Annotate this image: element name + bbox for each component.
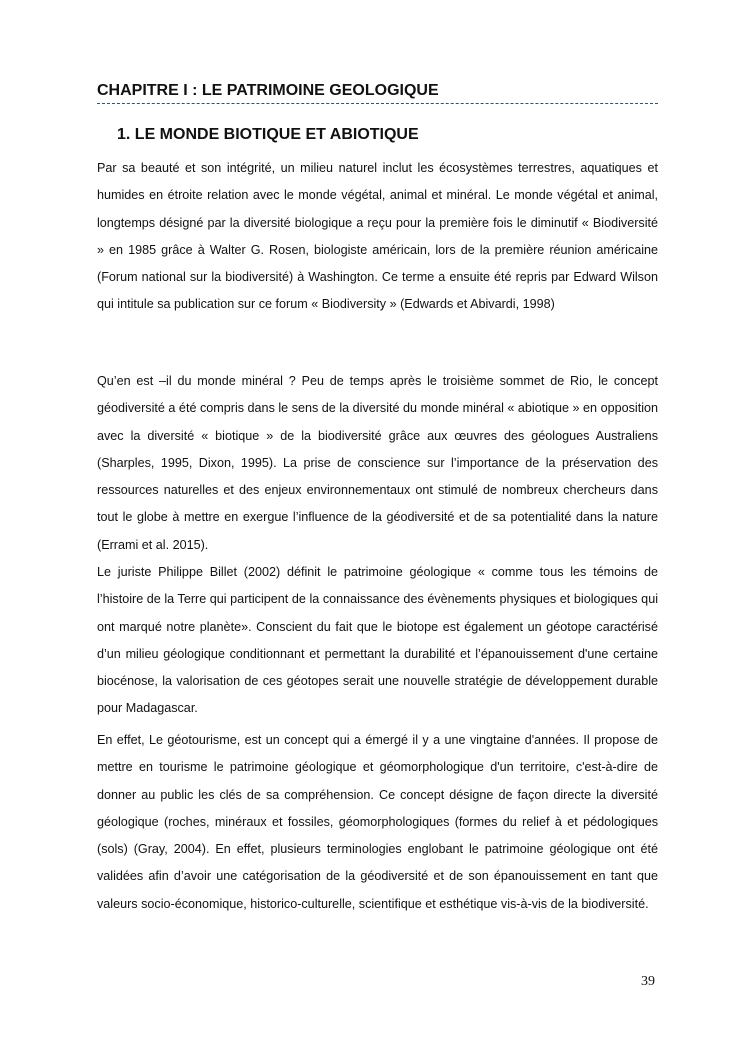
paragraph-geological-heritage: Le juriste Philippe Billet (2002) définit le patrimoine géologique « comme tous les témoins de l’histoire de la Terre qui participent de la connaissance des évènements physiques et biologiques qui ont marqué notre planète». Conscient du fait que le biotope est également un géotope caractérisé d’un milieu géologique conditionnant et permettant la durabilité et l’épanouissement d'une certaine biocénose, la valorisation de ces géotopes serait une nouvelle stratégie de développement durable pour Madagascar.: [97, 565, 658, 716]
section-title: 1. LE MONDE BIOTIQUE ET ABIOTIQUE: [117, 126, 419, 143]
chapter-title: CHAPITRE I : LE PATRIMOINE GEOLOGIQUE: [97, 80, 658, 104]
page-number: 39: [641, 974, 655, 989]
paragraph-geodiversity: Qu’en est –il du monde minéral ? Peu de temps après le troisième sommet de Rio, le concept géodiversité a été compris dans le sens de la diversité du monde minéral « abiotique » en opposition avec la diversité « biotique » de la biodiversité grâce aux œuvres des géologues Australiens (Sharples, 1995, Dixon, 1995). La prise de conscience sur l’importance de la préservation des ressources naturelles et des enjeux environnementaux ont stimulé de nombreux chercheurs dans tout le globe à mettre en exergue l’influence de la géodiversité et de sa potentialité dans la nature (Errami et al. 2015).: [97, 374, 658, 552]
paragraph-biodiversity: Par sa beauté et son intégrité, un milieu naturel inclut les écosystèmes terrestres, aquatiques et humides en étroite relation avec le monde végétal, animal et minéral. Le monde végétal et animal, longtemps désigné par la diversité biologique a reçu pour la première fois le diminutif « Biodiversité » en 1985 grâce à Walter G. Rosen, biologiste américain, lors de la première réunion américaine (Forum national sur la biodiversité) à Washington. Ce terme a ensuite été repris par Edward Wilson qui intitule sa publication sur ce forum « Biodiversity » (Edwards et Abivardi, 1998): [97, 161, 658, 312]
paragraph-geotourism: En effet, Le géotourisme, est un concept qui a émergé il y a une vingtaine d'années. Il propose de mettre en tourisme le patrimoine géologique et géomorphologique d'un territoire, c'est-à-dire de donner au public les clés de sa compréhension. Ce concept désigne de façon directe la diversité géologique (roches, minéraux et fossiles, géomorphologiques (formes du relief à et pédologiques (sols) (Gray, 2004). En effet, plusieurs terminologies englobant le patrimoine géologique ont été validées afin d’avoir une catégorisation de la géodiversité et de son épanouissement en tant que valeurs socio-économique, historico-culturelle, scientifique et esthétique vis-à-vis de la biodiversité.: [97, 733, 658, 911]
